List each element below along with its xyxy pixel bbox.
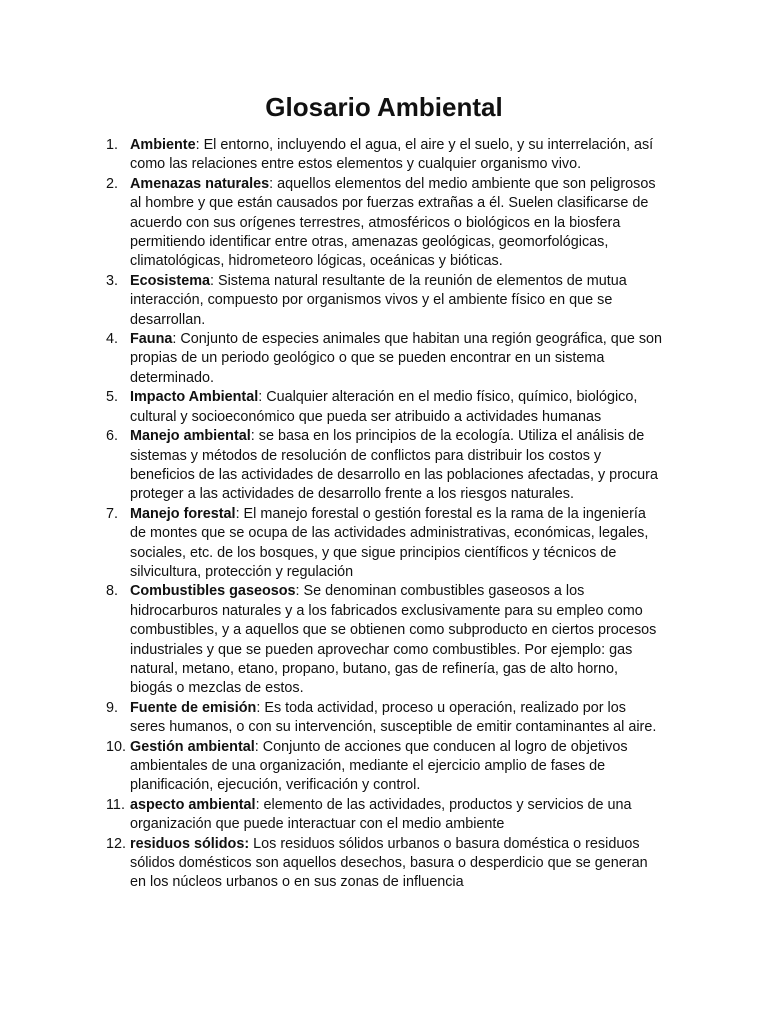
entry-term: Fauna xyxy=(130,331,173,348)
entry-text xyxy=(130,582,664,698)
entry-definition: Los residuos sólidos urbanos o basura doméstica o residuos sólidos domésticos son aquellos desechos, basura o desperdicio que se generan en los núcleos urbanos o en sus zonas de influencia xyxy=(130,835,648,891)
glossary-entry xyxy=(106,796,664,835)
entry-term: Impacto Ambiental xyxy=(130,389,259,406)
entry-number: 1. xyxy=(106,137,119,153)
glossary-list xyxy=(106,136,664,893)
glossary-entry xyxy=(106,136,664,175)
entry-term: Manejo forestal xyxy=(130,505,236,522)
entry-definition: : Es toda actividad, proceso u operación, realizado por los seres humanos, o con su intervención, susceptible de emitir contaminantes al aire. xyxy=(130,699,657,736)
entry-number: 8. xyxy=(106,583,119,600)
entry-text xyxy=(130,505,664,583)
glossary-entry xyxy=(106,272,664,330)
entry-text xyxy=(130,175,664,272)
entry-definition: : Cualquier alteración en el medio físico, químico, biológico, cultural y socioeconómico que pueda ser atribuido a actividades humanas xyxy=(130,389,638,425)
entry-term: Manejo ambiental xyxy=(130,428,251,445)
entry-text xyxy=(130,699,664,738)
entry-term: Combustibles gaseosos xyxy=(130,583,296,600)
entry-text xyxy=(130,835,664,893)
entry-definition: : El manejo forestal o gestión forestal es la rama de la ingeniería de montes que se ocupa de las actividades administrativas, económicas, legales, sociales, etc. de los bosques, y que sigue principios científicos y técnicos de silvicultura, protección y regulación xyxy=(130,505,649,580)
entry-text xyxy=(130,427,664,505)
entry-number: 9. xyxy=(106,699,119,716)
entry-number: 6. xyxy=(106,428,119,445)
entry-text xyxy=(130,136,664,175)
entry-definition: : Conjunto de acciones que conducen al logro de objetivos ambientales de una organización, mediante el ejercicio amplio de fases de planificación, ejecución, verificación y control. xyxy=(130,738,628,794)
entry-term: aspecto ambiental xyxy=(130,796,256,813)
glossary-entry xyxy=(106,505,664,583)
entry-definition: : aquellos elementos del medio ambiente que son peligrosos al hombre y que están causados por fuerzas extrañas a él. Suelen clasificarse de acuerdo con sus orígenes terrestres, atmosféricos o biológicos en la biosfera permitiendo identificar entre otras, amenazas geológicas, geomorfológicas, climatológicas, hidrometeoro lógicas, oceánicas y bióticas. xyxy=(130,175,656,270)
entry-definition: : Se denominan combustibles gaseosos a los hidrocarburos naturales y a los fabricados exclusivamente para su empleo como combustibles, y a aquellos que se obtienen como subproducto en ciertos procesos industriales y que se pueden aprovechar como combustibles. Por ejemplo: gas natural, metano, etano, propano, butano, gas de refinería, gas de alto horno, biogás o mezclas de estos. xyxy=(130,583,657,697)
glossary-entry xyxy=(106,388,664,427)
entry-definition: : Conjunto de especies animales que habitan una región geográfica, que son propias de un periodo geológico o que se pueden encontrar en un sistema determinado. xyxy=(130,331,663,386)
entry-text xyxy=(130,272,664,330)
entry-text xyxy=(130,738,664,796)
entry-term: Ambiente xyxy=(130,137,196,153)
entry-definition: : elemento de las actividades, productos y servicios de una organización que puede interactuar con el medio ambiente xyxy=(130,796,632,833)
entry-definition: : El entorno, incluyendo el agua, el aire y el suelo, y su interrelación, así como las relaciones entre estos elementos y cualquier organismo vivo. xyxy=(130,137,654,173)
page-title: Glosario Ambiental xyxy=(265,92,503,122)
entry-term: residuos sólidos: xyxy=(130,835,250,852)
entry-number: 2. xyxy=(106,175,119,192)
entry-term: Ecosistema xyxy=(130,272,210,289)
glossary-entry xyxy=(106,582,664,698)
glossary-entry xyxy=(106,175,664,272)
glossary-entry xyxy=(106,330,664,388)
entry-term: Amenazas naturales xyxy=(130,175,270,192)
entry-text xyxy=(130,330,664,388)
entry-number: 12. xyxy=(106,835,127,852)
entry-definition: : se basa en los principios de la ecología. Utiliza el análisis de sistemas y métodos de resolución de conflictos para distribuir los costos y beneficios de las actividades de desarrollo en las poblaciones afectadas, y procura proteger a las actividades de desarrollo frente a los riesgos naturales. xyxy=(130,428,658,503)
entry-term: Gestión ambiental xyxy=(130,738,255,755)
glossary-entry xyxy=(106,427,664,505)
entry-number: 3. xyxy=(106,272,119,289)
entry-definition: : Sistema natural resultante de la reunión de elementos de mutua interacción, compuesto por organismos vivos y el ambiente físico en que se desarrollan. xyxy=(130,272,627,328)
entry-text xyxy=(130,796,664,835)
entry-text xyxy=(130,388,664,427)
entry-number: 11. xyxy=(106,796,125,813)
entry-number: 5. xyxy=(106,389,119,406)
entry-number: 10. xyxy=(106,738,127,755)
entry-number: 4. xyxy=(106,331,119,348)
glossary-entry xyxy=(106,835,664,893)
glossary-entry xyxy=(106,738,664,796)
entry-term: Fuente de emisión xyxy=(130,699,257,716)
glossary-entry xyxy=(106,699,664,738)
entry-number: 7. xyxy=(106,505,119,522)
